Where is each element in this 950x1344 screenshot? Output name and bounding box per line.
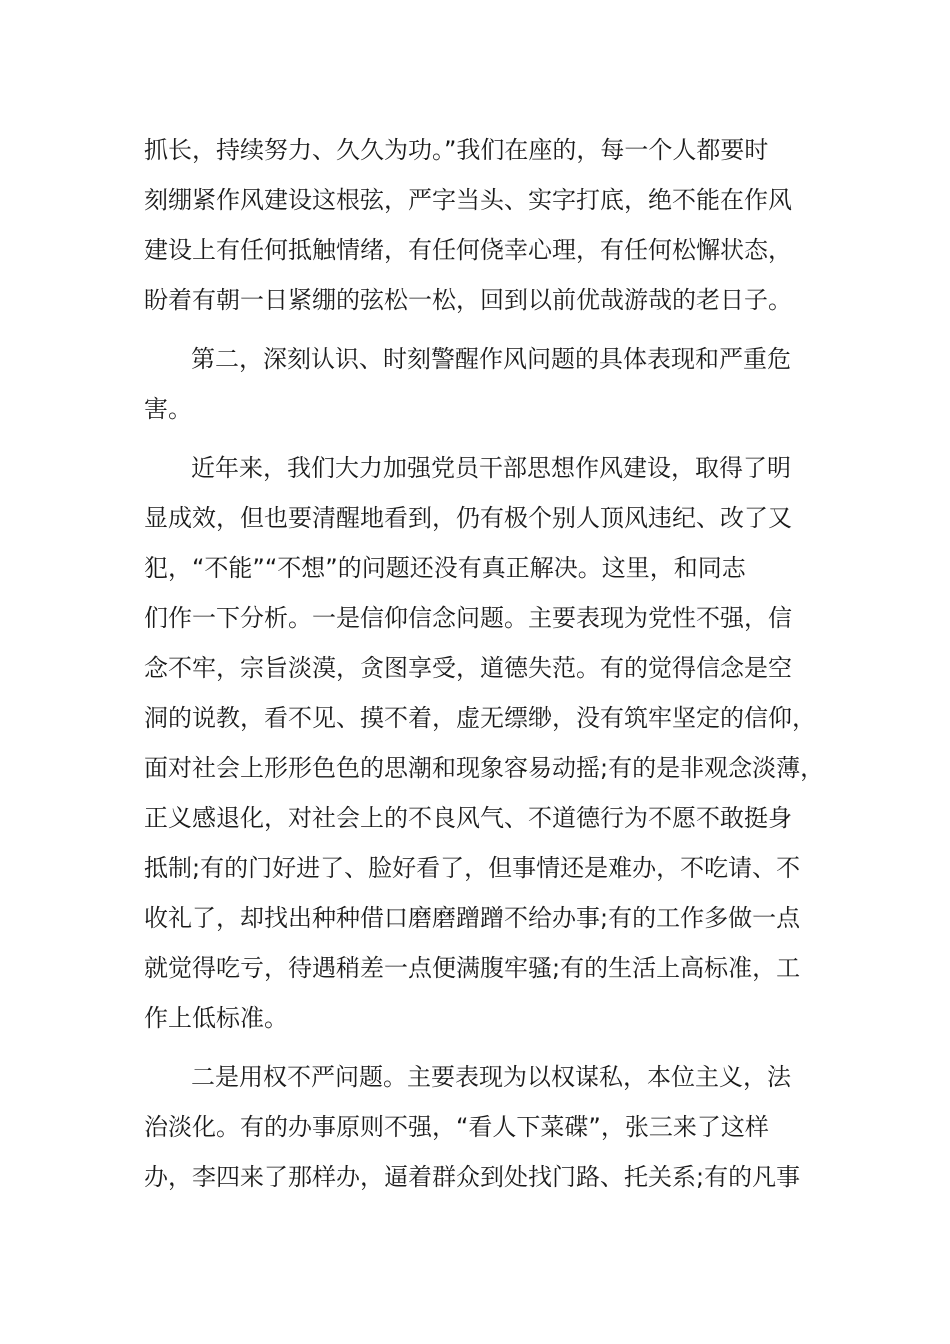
text-line: 害。	[144, 395, 192, 423]
text-line: 盼着有朝一日紧绷的弦松一松，回到以前优哉游哉的老日子。	[144, 286, 792, 314]
text-line: 作上低标准。	[144, 1004, 288, 1032]
text-line: 正义感退化，对社会上的不良风气、不道德行为不愿不敢挺身	[144, 804, 792, 832]
text-line: 第二，深刻认识、时刻警醒作风问题的具体表现和严重危	[191, 345, 791, 373]
text-line: 念不牢，宗旨淡漠，贪图享受，道德失范。有的觉得信念是空	[144, 654, 792, 682]
text-line: 治淡化。有的办事原则不强，“看人下菜碟”，张三来了这样	[144, 1113, 769, 1141]
text-line: 面对社会上形形色色的思潮和现象容易动摇;有的是非观念淡薄，	[144, 754, 825, 782]
text-line: 近年来，我们大力加强党员干部思想作风建设，取得了明	[191, 454, 791, 482]
text-line: 建设上有任何抵触情绪，有任何侥幸心理，有任何松懈状态，	[144, 236, 792, 264]
text-line: 二是用权不严问题。主要表现为以权谋私，本位主义，法	[191, 1063, 791, 1091]
text-line: 办，李四来了那样办，逼着群众到处找门路、托关系;有的凡事	[144, 1163, 801, 1191]
text-line: 显成效，但也要清醒地看到，仍有极个别人顶风违纪、改了又	[144, 504, 792, 532]
text-line: 犯，“不能”“不想”的问题还没有真正解决。这里，和同志	[144, 554, 746, 582]
text-line: 抵制;有的门好进了、脸好看了，但事情还是难办，不吃请、不	[144, 854, 801, 882]
text-line: 就觉得吃亏，待遇稍差一点便满腹牢骚;有的生活上高标准，工	[144, 954, 801, 982]
text-line: 抓长，持续努力、久久为功。”我们在座的，每一个人都要时	[144, 136, 769, 164]
text-line: 洞的说教，看不见、摸不着，虚无缥缈，没有筑牢坚定的信仰，	[144, 704, 816, 732]
text-line: 收礼了，却找出种种借口磨磨蹭蹭不给办事;有的工作多做一点	[144, 904, 801, 932]
text-line: 刻绷紧作风建设这根弦，严字当头、实字打底，绝不能在作风	[144, 186, 792, 214]
text-line: 们作一下分析。一是信仰信念问题。主要表现为党性不强，信	[144, 604, 792, 632]
